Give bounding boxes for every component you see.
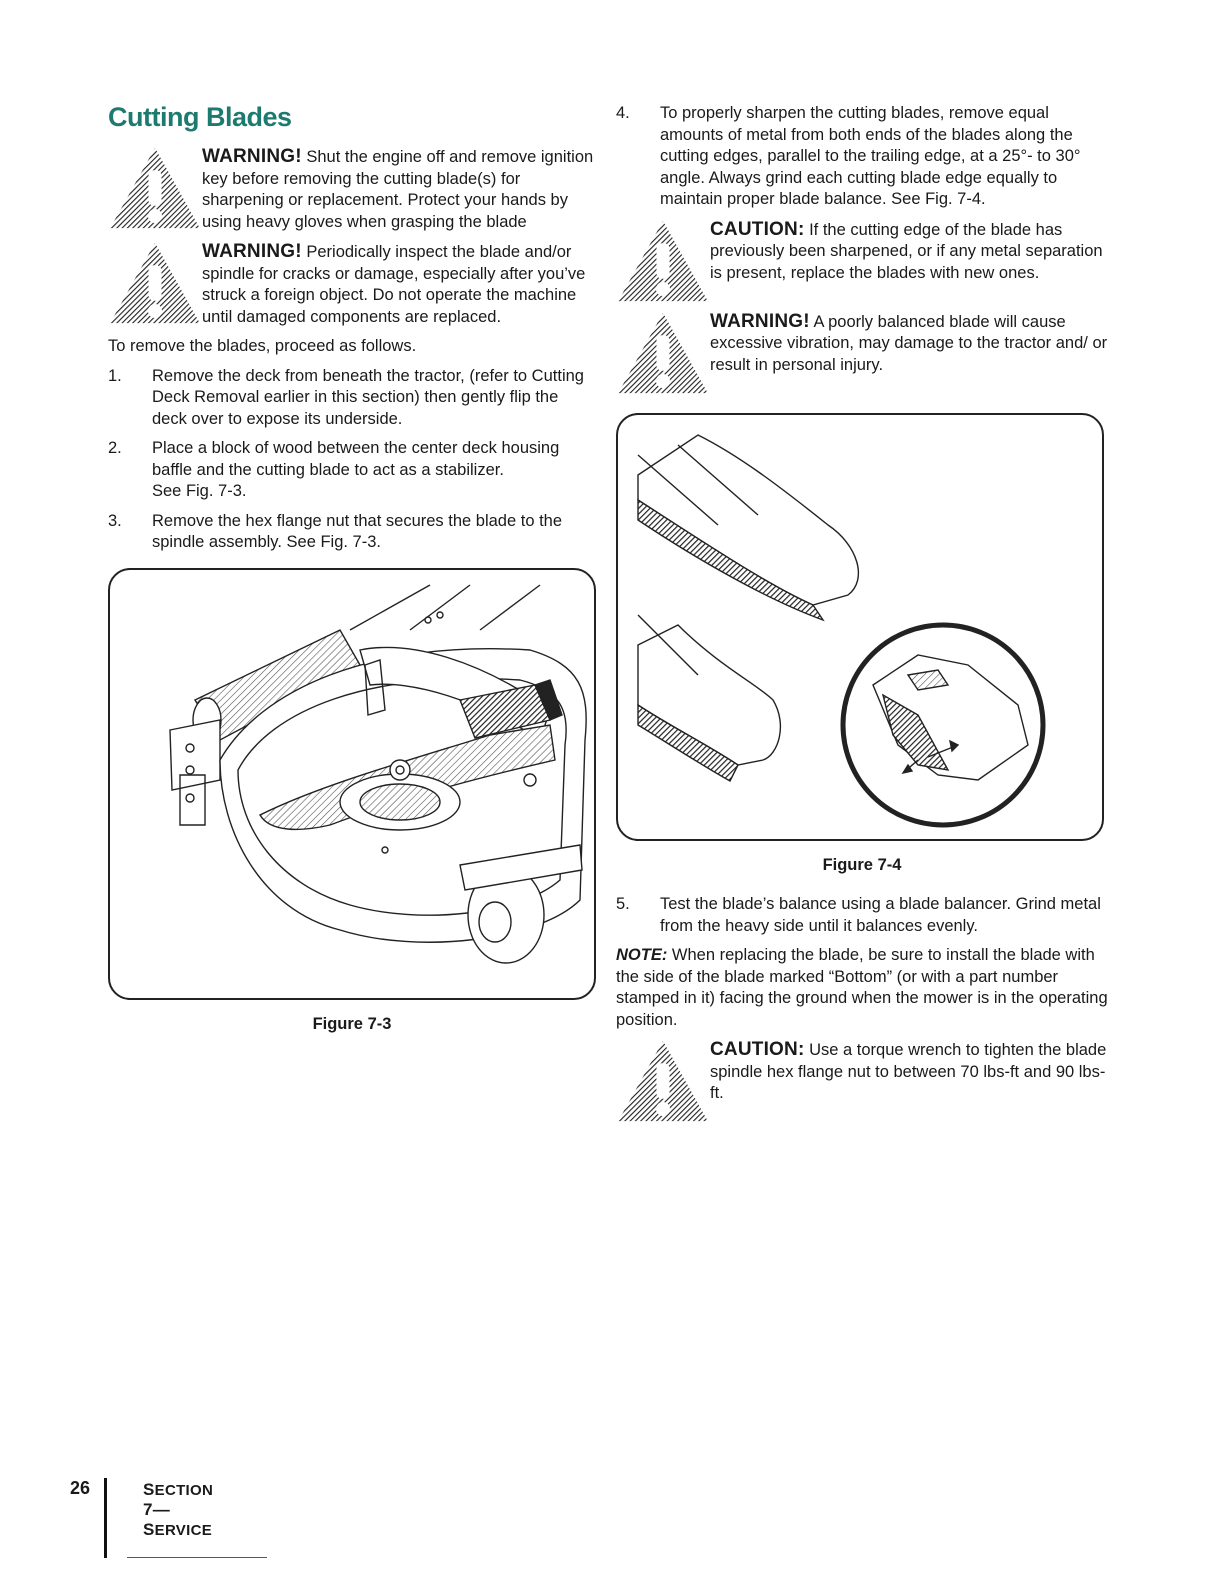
step-text-ref: See Fig. 7-3. [152, 482, 247, 500]
note-label: NOTE: [616, 946, 668, 964]
warning-body: A poorly balanced blade will cause excessive vibration, may damage to the tractor and/ or result in personal injury. [710, 312, 1108, 374]
figure-7-4 [616, 413, 1104, 841]
step-5 [616, 894, 1108, 937]
page-title: Cutting Blades [108, 102, 292, 132]
warning-notice-3 [616, 311, 1108, 395]
caution-text-2 [710, 1039, 1108, 1105]
bottom-rule [127, 1557, 267, 1558]
section-initial: S [143, 1480, 155, 1499]
warning-text-1 [202, 146, 596, 233]
step-4 [616, 103, 1108, 211]
note-paragraph [616, 945, 1108, 1031]
caution-body: Use a torque wrench to tighten the blade spindle hex flange nut to between 70 lbs-ft and 90 lbs-ft. [710, 1041, 1107, 1102]
step-text: To properly sharpen the cutting blades, remove equal amounts of metal from both ends of the blades along the cutting edges, parallel to the trailing edge, at a 25°- to 30° angle. Always grind each cutting blade edge equally to maintain proper blade balance. See Fig. 7-4. [660, 104, 1081, 208]
note-text: When replacing the blade, be sure to install the blade with the side of the blade marked “Bottom” (or with a part number stamped in it) facing the ground when the mower is in the operating position. [616, 946, 1108, 1029]
caution-label: CAUTION: [710, 218, 805, 240]
figure-7-3-caption: Figure 7-3 [312, 1014, 392, 1033]
step-text-main: Place a block of wood between the center deck housing baffle and the cutting blade to act as a stabilizer. [152, 439, 560, 479]
warning-triangle-icon [108, 241, 202, 325]
warning-text-2 [202, 241, 596, 328]
warning-body: Periodically inspect the blade and/or spindle for cracks or damage, especially after you’ve struck a foreign object. Do not operate the machine until damaged components are replaced. [202, 243, 586, 326]
warning-label: WARNING! [202, 241, 302, 262]
figure-7-3 [108, 568, 596, 1000]
deck-underside-illustration [110, 570, 594, 998]
step-text [152, 438, 596, 503]
warning-notice-1 [108, 146, 596, 233]
section-number: 7— [143, 1500, 171, 1519]
step-number: 4. [616, 104, 630, 122]
left-column [108, 146, 596, 1035]
page-number: 26 [70, 1478, 91, 1498]
section-label [143, 1480, 213, 1540]
caution-text-1 [710, 219, 1108, 285]
caution-triangle-icon [616, 1039, 710, 1123]
caution-body: If the cutting edge of the blade has previously been sharpened, or if any metal separation is present, replace the blades with new ones. [710, 220, 1103, 282]
step-number: 1. [108, 366, 122, 385]
step-1 [108, 366, 596, 431]
step-number: 2. [108, 439, 122, 457]
right-column [616, 103, 1108, 1131]
step-text: Test the blade’s balance using a blade balancer. Grind metal from the heavy side until it balances evenly. [660, 895, 1101, 935]
caution-label: CAUTION: [710, 1039, 805, 1060]
warning-text-3 [710, 311, 1108, 377]
step-text: Remove the hex flange nut that secures the blade to the spindle assembly. See Fig. 7-3. [152, 511, 563, 551]
footer-divider [104, 1478, 107, 1558]
warning-label: WARNING! [202, 146, 302, 167]
warning-notice-2 [108, 241, 596, 328]
procedure-intro: To remove the blades, proceed as follows. [108, 337, 417, 355]
section-rest: ECTION [154, 1482, 214, 1499]
caution-notice-1 [616, 219, 1108, 303]
caution-notice-2 [616, 1039, 1108, 1123]
figure-7-4-caption: Figure 7-4 [822, 855, 902, 874]
warning-triangle-icon [616, 311, 710, 395]
warning-triangle-icon [108, 146, 202, 230]
section-word-initial: S [143, 1520, 155, 1539]
step-number: 5. [616, 895, 630, 913]
warning-label: WARNING! [710, 310, 810, 332]
section-word-rest: ERVICE [154, 1522, 213, 1539]
step-number: 3. [108, 511, 122, 530]
caution-triangle-icon [616, 219, 710, 303]
step-3 [108, 511, 596, 554]
step-text: Remove the deck from beneath the tractor, (refer to Cutting Deck Removal earlier in this section) then gently flip the deck over to expose its underside. [152, 366, 584, 428]
blade-sharpening-illustration [618, 415, 1102, 839]
warning-body: Shut the engine off and remove ignition key before removing the cutting blade(s) for sharpening or replacement. Protect your hands by using heavy gloves when grasping the blade [202, 148, 594, 231]
step-2 [108, 438, 596, 503]
